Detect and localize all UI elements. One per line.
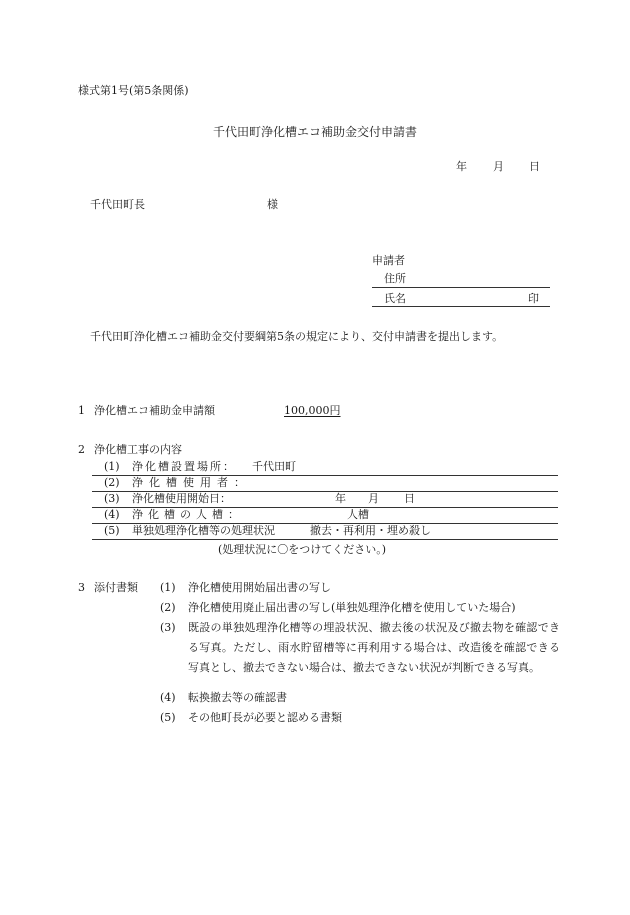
addressee-honorific: 様	[267, 198, 278, 211]
item-number: (5)	[160, 711, 176, 724]
row-label: 単独処理浄化槽等の処理状況	[132, 524, 275, 537]
item-number: (4)	[160, 691, 176, 704]
item-number: (3)	[160, 621, 176, 634]
row-month: 月	[368, 492, 379, 505]
date-year: 年	[456, 160, 467, 173]
item-text: その他町長が必要と認める書類	[188, 711, 342, 724]
row-year: 年	[335, 492, 346, 505]
processing-note: (処理状況に〇をつけてください。)	[218, 543, 387, 556]
row-label: 浄化槽設置場所：	[132, 460, 236, 473]
addressee-name: 千代田町長	[90, 198, 145, 211]
section3-label: 添付書類	[94, 581, 138, 594]
section2-number: 2	[78, 443, 85, 456]
item-text: 転換撤去等の確認書	[188, 691, 287, 704]
row-number: (3)	[104, 492, 120, 505]
date-day: 日	[529, 160, 540, 173]
name-label: 氏名	[384, 292, 406, 305]
address-label: 住所	[384, 272, 406, 285]
table-row	[92, 524, 558, 538]
list-item	[160, 578, 560, 598]
item-number: (1)	[160, 581, 176, 594]
item-text: 既設の単独処理浄化槽等の埋設状況、撤去後の状況及び撤去物を確認できる写真。ただし、雨水貯留槽等に再利用する場合は、改造後を確認できる写真とし、撤去できない場合は、撤去できない状況が判断できる写真。	[188, 621, 560, 674]
row-number: (1)	[104, 460, 120, 473]
table-row	[92, 460, 558, 474]
row-number: (4)	[104, 508, 120, 521]
date-month: 月	[493, 160, 504, 173]
page-title: 千代田町浄化槽エコ補助金交付申請書	[212, 125, 417, 139]
list-item	[160, 618, 560, 678]
row-value: 千代田町	[252, 460, 296, 473]
row-number: (2)	[104, 476, 120, 489]
table-row	[92, 476, 558, 490]
row-value: 人槽	[347, 508, 369, 521]
section1-amount: 100,000円	[284, 404, 341, 417]
section1-label: 浄化槽エコ補助金申請額	[94, 404, 215, 417]
row-day: 日	[404, 492, 415, 505]
item-text: 浄化槽使用開始届出書の写し	[188, 581, 331, 594]
statement: 千代田町浄化槽エコ補助金交付要綱第5条の規定により、交付申請書を提出します。	[90, 330, 504, 343]
list-item	[160, 688, 560, 708]
item-number: (2)	[160, 601, 176, 614]
section2-label: 浄化槽工事の内容	[94, 443, 182, 456]
list-item	[160, 598, 560, 618]
address-line	[372, 287, 550, 288]
row-label: 浄化槽使用開始日：	[132, 492, 231, 505]
row-label: 浄化槽の人槽：	[132, 508, 244, 521]
seal-mark: 印	[528, 292, 539, 305]
table-row	[92, 508, 558, 522]
table-divider	[92, 539, 558, 540]
item-text: 浄化槽使用廃止届出書の写し(単独処理浄化槽を使用していた場合)	[188, 601, 516, 614]
row-value: 撤去・再利用・埋め殺し	[310, 524, 431, 537]
section1-number: 1	[78, 404, 85, 417]
applicant-label: 申請者	[372, 254, 405, 267]
section3-number: 3	[78, 581, 85, 594]
row-label: 浄化槽使用者：	[132, 476, 251, 489]
list-item	[160, 708, 560, 728]
row-number: (5)	[104, 524, 120, 537]
name-line	[372, 306, 550, 307]
form-number: 様式第1号(第5条関係)	[78, 84, 189, 97]
table-row	[92, 492, 558, 506]
